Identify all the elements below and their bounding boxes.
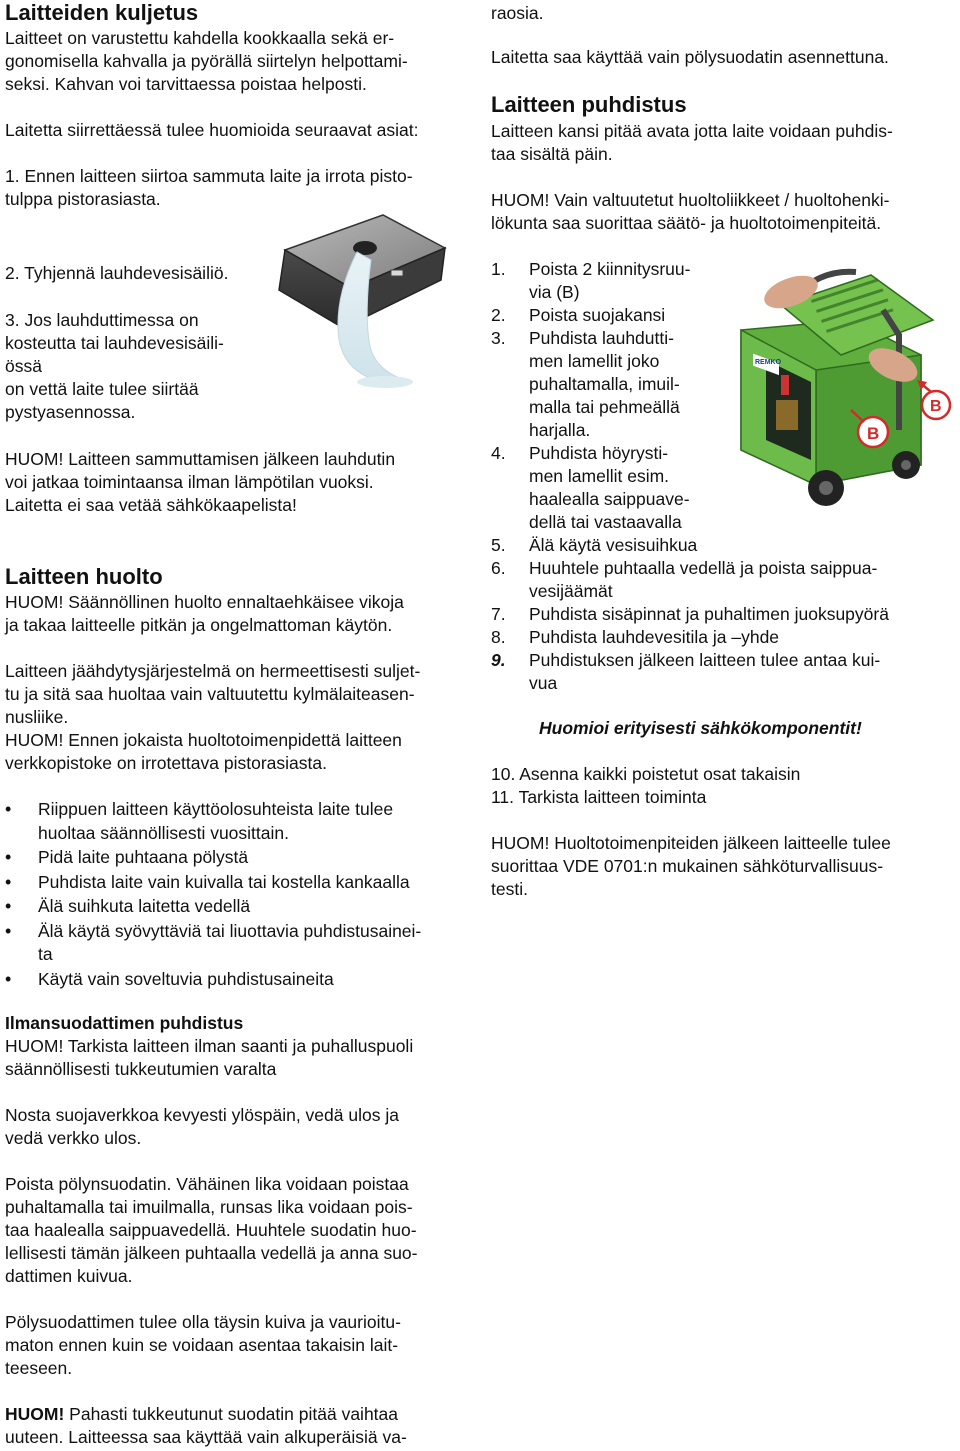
filter-required-note: Laitetta saa käyttää vain pölysuodatin asennettuna. xyxy=(491,47,889,67)
step-number: 6. xyxy=(491,558,506,578)
step-number: 3. xyxy=(491,328,506,348)
maintenance-p2-2: tu ja sitä saa huoltaa vain valtuutettu kylmälaiteasen- xyxy=(5,684,415,704)
bullet-text-2: Pidä laite puhtaana pölystä xyxy=(38,847,249,867)
maintenance-bullet-list xyxy=(5,798,480,992)
transport-step3-line2: kosteutta tai lauhdevesisäili- xyxy=(5,333,224,353)
cleaning-p2-2: lökunta saa suorittaa säätö- ja huoltotoimenpiteitä. xyxy=(491,213,882,233)
step-3-text-a: Puhdista lauhdutti- xyxy=(529,328,674,348)
step-number: 9. xyxy=(491,650,506,670)
step-4-text-a: Puhdista höyrysti- xyxy=(529,443,669,463)
filter-p5-bold: HUOM! xyxy=(5,1404,65,1424)
filter-p5-2: uuteen. Laitteessa saa käyttää vain alkuperäisiä va- xyxy=(5,1427,407,1447)
maintenance-p2-1: Laitteen jäähdytysjärjestelmä on hermeettisesti suljet- xyxy=(5,661,421,681)
cleaning-heading: Laitteen puhdistus xyxy=(491,92,687,117)
maintenance-p2-5: verkkopistoke on irrotettava pistorasiasta. xyxy=(5,753,327,773)
water-tank-drawing xyxy=(273,210,453,400)
filter-heading: Ilmansuodattimen puhdistus xyxy=(5,1013,244,1033)
step-6-text-b: vesijäämät xyxy=(529,581,613,601)
list-item xyxy=(491,557,956,603)
dehumidifier-illustration xyxy=(721,260,953,515)
maintenance-p1-1: HUOM! Säännöllinen huolto ennaltaehkäisee vikoja xyxy=(5,592,404,612)
transport-intro-2: gonomisella kahvalla ja pyörällä siirtelyn helpottami- xyxy=(5,51,408,71)
step-2-text: Poista suojakansi xyxy=(529,305,666,325)
list-item xyxy=(491,442,721,534)
step-1-text-a: Poista 2 kiinnitysruu- xyxy=(529,259,691,279)
step-number: 7. xyxy=(491,604,506,624)
filter-p5-1 xyxy=(5,1403,398,1426)
step-10: 10. Asenna kaikki poistetut osat takaisin xyxy=(491,764,801,784)
step-11: 11. Tarkista laitteen toiminta xyxy=(491,787,707,807)
filter-p3-1: Poista pölynsuodatin. Vähäinen lika voidaan poistaa xyxy=(5,1174,409,1194)
transport-note-3: Laitetta ei saa vetää sähkökaapelista! xyxy=(5,495,297,515)
list-item xyxy=(491,258,721,304)
filter-p1-2: säännöllisesti tukkeutumien varalta xyxy=(5,1059,277,1079)
bullet-text-6: Käytä vain soveltuvia puhdistusaineita xyxy=(38,968,334,989)
cleaning-steps-upper xyxy=(491,258,721,534)
transport-attention: Laitetta siirrettäessä tulee huomioida seuraavat asiat: xyxy=(5,120,419,140)
maintenance-heading: Laitteen huolto xyxy=(5,564,163,589)
filter-p2-2: vedä verkko ulos. xyxy=(5,1128,142,1148)
step-number: 2. xyxy=(491,305,506,325)
step-3-text-b: men lamellit joko xyxy=(529,351,660,371)
bullet-text-4: Älä suihkuta laitetta vedellä xyxy=(38,896,251,916)
list-item xyxy=(5,846,480,870)
water-tank-illustration xyxy=(273,210,453,400)
step-6-text-a: Huuhtele puhtaalla vedellä ja poista saippua- xyxy=(529,558,878,578)
list-item xyxy=(5,920,480,967)
transport-step2: 2. Tyhjennä lauhdevesisäiliö. xyxy=(5,263,229,283)
step-3-text-c: puhaltamalla, imuil- xyxy=(529,374,680,394)
filter-p5-rest: Pahasti tukkeutunut suodatin pitää vaihtaa xyxy=(64,1404,399,1424)
bullet-text-3: Puhdista laite vain kuivalla tai kostella kankaalla xyxy=(38,871,410,892)
maintenance-p2-3: nusliike. xyxy=(5,707,69,727)
step-1-text-b: via (B) xyxy=(529,282,580,302)
final-note-1: HUOM! Huoltotoimenpiteiden jälkeen laitteelle tulee xyxy=(491,833,891,853)
maintenance-p1-2: ja takaa laitteelle pitkän ja ongelmattoman käytön. xyxy=(5,615,393,635)
step-number: 5. xyxy=(491,535,506,555)
marker-b-label-2: B xyxy=(930,398,942,415)
transport-step3-line1: 3. Jos lauhduttimessa on xyxy=(5,310,199,330)
list-item xyxy=(491,626,956,649)
filter-p3-2: puhaltamalla tai imuilmalla, runsas lika voidaan pois- xyxy=(5,1197,413,1217)
bullet-text-1b: huoltaa säännöllisesti vuosittain. xyxy=(38,822,289,843)
bullet-text-5b: ta xyxy=(38,944,53,964)
maintenance-p2-4: HUOM! Ennen jokaista huoltotoimenpidettä laitteen xyxy=(5,730,402,750)
transport-note-2: voi jatkaa toimintaansa ilman lämpötilan vuoksi. xyxy=(5,472,374,492)
step-8-text: Puhdista lauhdevesitila ja –yhde xyxy=(529,627,780,647)
spare-parts-continuation: raosia. xyxy=(491,3,544,23)
marker-b-label: B xyxy=(867,424,880,443)
step-4-text-d: dellä tai vastaavalla xyxy=(529,512,682,532)
transport-heading: Laitteiden kuljetus xyxy=(5,0,199,25)
step-9-text-b: vua xyxy=(529,673,558,693)
bullet-text-5a: Älä käytä syövyttäviä tai liuottavia puhdistusainei- xyxy=(38,920,422,941)
list-item xyxy=(491,534,956,557)
transport-step3-line3: össä xyxy=(5,356,42,376)
list-item xyxy=(5,895,480,919)
filter-p4-1: Pölysuodattimen tulee olla täysin kuiva ja vaurioitu- xyxy=(5,1312,401,1332)
cleaning-p2-1: HUOM! Vain valtuutetut huoltoliikkeet / huoltohenki- xyxy=(491,190,890,210)
transport-step1-line1: 1. Ennen laitteen siirtoa sammuta laite ja irrota pisto- xyxy=(5,166,413,186)
step-3-text-e: harjalla. xyxy=(529,420,591,440)
step-number: 1. xyxy=(491,259,506,279)
transport-step3-line5: pystyasennossa. xyxy=(5,402,136,422)
filter-p2-1: Nosta suojaverkkoa kevyesti ylöspäin, vedä ulos ja xyxy=(5,1105,399,1125)
step-9-text-a: Puhdistuksen jälkeen laitteen tulee antaa kui- xyxy=(529,650,881,670)
dehumidifier-drawing xyxy=(721,260,953,515)
filter-p1-1: HUOM! Tarkista laitteen ilman saanti ja puhalluspuoli xyxy=(5,1036,414,1056)
filter-p4-2: maton ennen kuin se voidaan asentaa takaisin lait- xyxy=(5,1335,399,1355)
brand-logo-text: REMKO xyxy=(755,359,782,366)
filter-p3-5: dattimen kuivua. xyxy=(5,1266,133,1286)
filter-p4-3: teeseen. xyxy=(5,1358,73,1378)
transport-step1-line2: tulppa pistorasiasta. xyxy=(5,189,161,209)
final-note-2: suorittaa VDE 0701:n mukainen sähköturvallisuus- xyxy=(491,856,884,876)
step-4-text-c: haalealla saippuave- xyxy=(529,489,690,509)
list-item xyxy=(5,968,480,992)
list-item xyxy=(491,327,721,442)
step-number: 8. xyxy=(491,627,506,647)
filter-p3-4: lellisesti tämän jälkeen puhtaalla vedellä ja anna suo- xyxy=(5,1243,418,1263)
step-number: 4. xyxy=(491,443,506,463)
filter-p3-3: taa haalealla saippuavedellä. Huuhtele suodatin huo- xyxy=(5,1220,417,1240)
transport-intro-1: Laitteet on varustettu kahdella kookkaalla sekä er- xyxy=(5,28,395,48)
list-item xyxy=(491,649,956,695)
cleaning-steps-lower xyxy=(491,534,956,695)
list-item xyxy=(5,798,480,845)
list-item xyxy=(491,304,721,327)
transport-step3-line4: on vettä laite tulee siirtää xyxy=(5,379,199,399)
step-4-text-b: men lamellit esim. xyxy=(529,466,670,486)
step-7-text: Puhdista sisäpinnat ja puhaltimen juoksupyörä xyxy=(529,604,889,624)
transport-intro-3: seksi. Kahvan voi tarvittaessa poistaa helposti. xyxy=(5,74,367,94)
cleaning-p1-2: taa sisältä päin. xyxy=(491,144,613,164)
transport-note-1: HUOM! Laitteen sammuttamisen jälkeen lauhdutin xyxy=(5,449,396,469)
list-item xyxy=(5,871,480,895)
electrical-components-warning: Huomioi erityisesti sähkökomponentit! xyxy=(539,718,862,738)
list-item xyxy=(491,603,956,626)
cleaning-p1-1: Laitteen kansi pitää avata jotta laite voidaan puhdis- xyxy=(491,121,893,141)
step-3-text-d: malla tai pehmeällä xyxy=(529,397,680,417)
bullet-text-1a: Riippuen laitteen käyttöolosuhteista laite tulee xyxy=(38,799,394,819)
final-note-3: testi. xyxy=(491,879,528,899)
step-5-text: Älä käytä vesisuihkua xyxy=(529,535,698,555)
